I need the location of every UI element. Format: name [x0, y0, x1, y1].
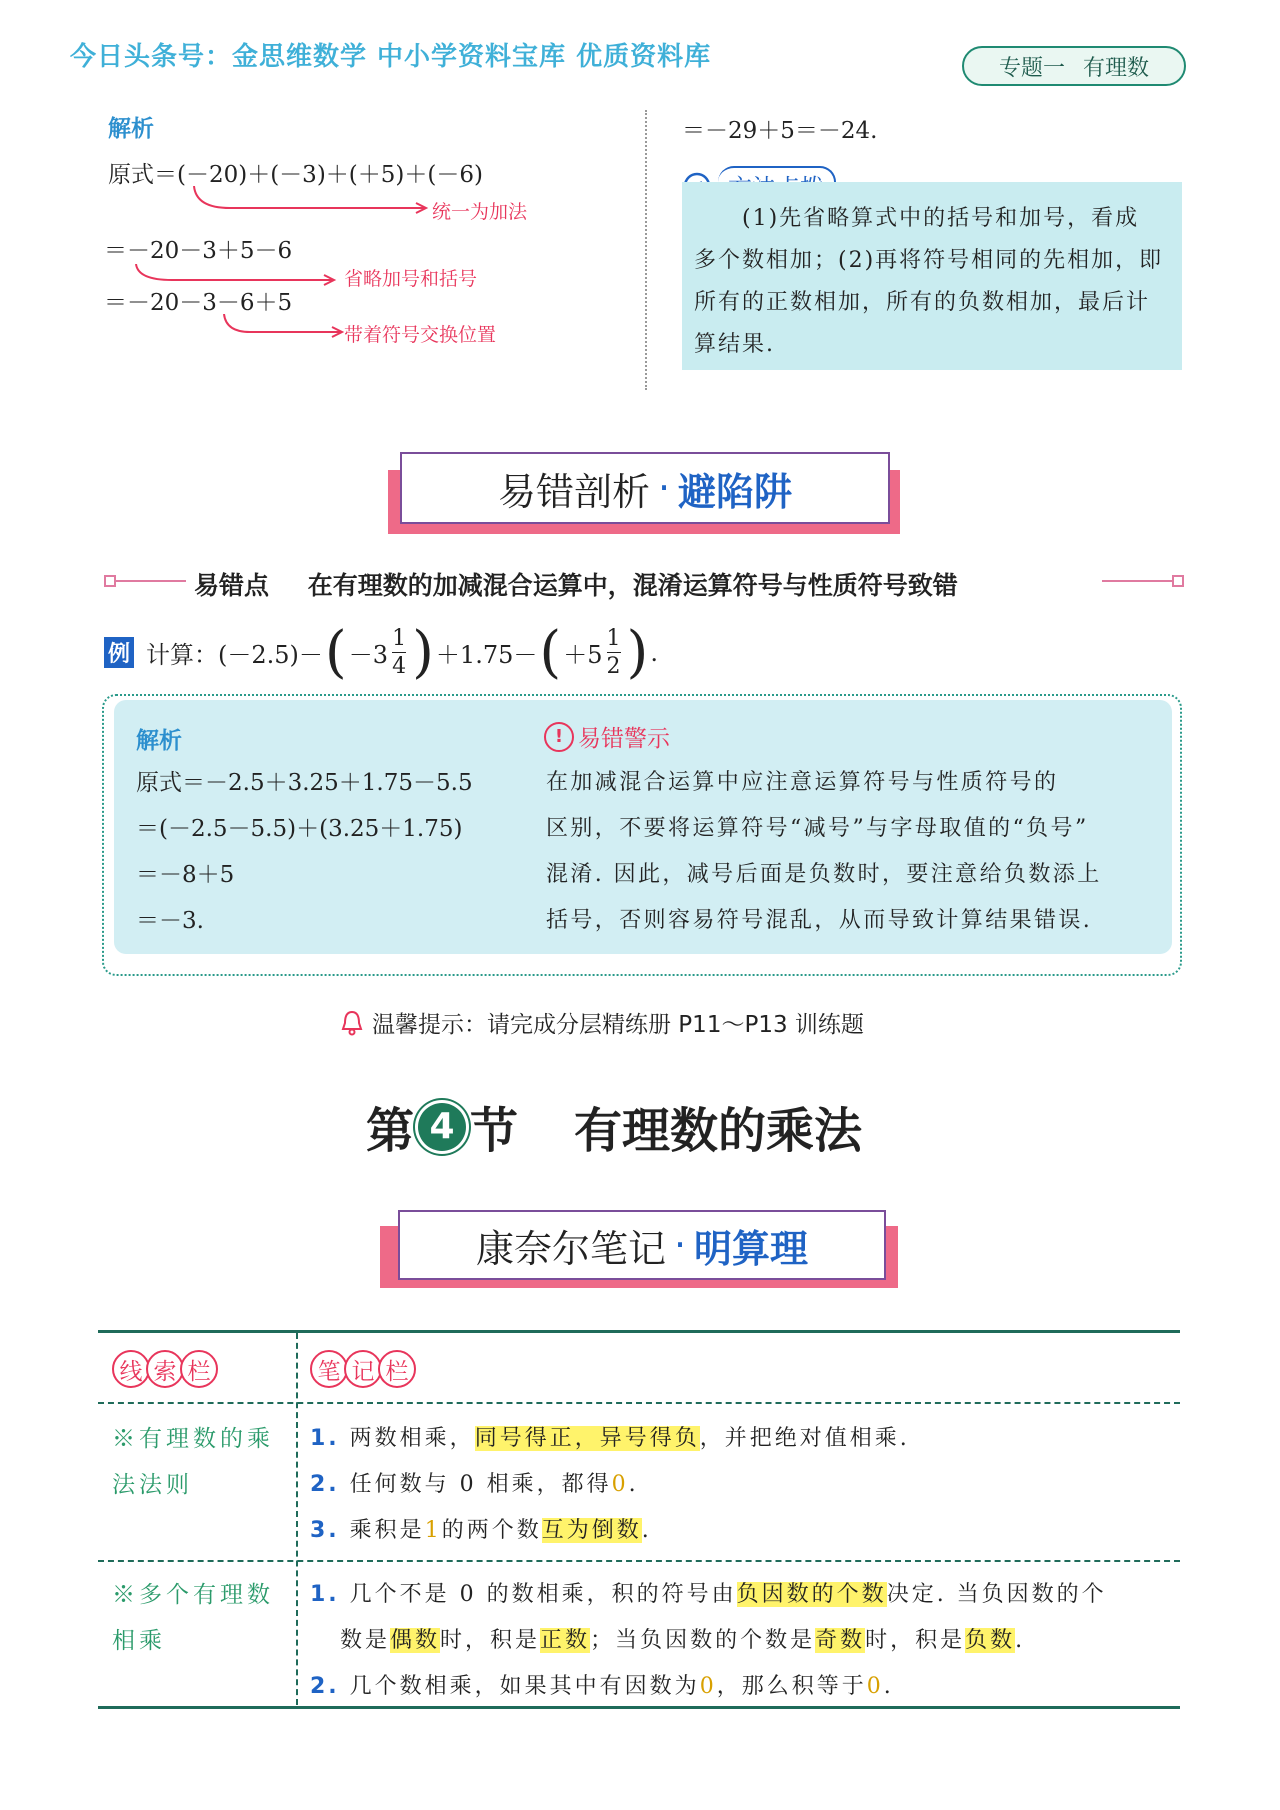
section-post: 节	[470, 1103, 519, 1159]
warn-line: 区别，不要将运算符号“减号”与字母取值的“负号”	[546, 816, 1089, 841]
cue-line: 相乘	[112, 1628, 166, 1654]
cue-header-char: 线	[112, 1350, 150, 1388]
table-row-rule	[98, 1560, 1180, 1562]
banner-strong: 避陷阱	[678, 468, 793, 514]
item-highlight: 1	[424, 1518, 442, 1543]
cue-line: ※有理数的乘	[112, 1426, 274, 1452]
analysis2-body	[136, 760, 473, 944]
analysis-line-1: 原式＝(－20)＋(－3)＋(＋5)＋(－6)	[108, 162, 483, 188]
analysis2-line: ＝－8＋5	[136, 862, 235, 888]
paren-close: )	[412, 620, 434, 685]
item-text: ；当负因数的个数是	[590, 1628, 816, 1653]
error-point-text: 在有理数的加减混合运算中，混淆运算符号与性质符号致错	[307, 571, 958, 600]
banner2-dot: ·	[673, 1223, 687, 1267]
error-point-label: 易错点	[194, 571, 270, 600]
section-number: 4	[418, 1103, 466, 1151]
cue-header-char: 索	[146, 1350, 184, 1388]
warning-icon: !	[544, 722, 574, 752]
warn-line: 在加减混合运算中应注意运算符号与性质符号的	[546, 770, 1059, 795]
cue-row-2	[112, 1572, 274, 1664]
example-prefix: 计算：(－2.5)－	[146, 641, 323, 669]
fraction-1	[392, 626, 406, 680]
paren-open: (	[539, 620, 562, 685]
banner2-strong: 明算理	[694, 1225, 809, 1271]
banner2-text: 康奈尔笔记	[475, 1226, 666, 1271]
example	[104, 620, 658, 685]
item-highlight: 同号得正，异号得负	[474, 1426, 700, 1451]
paren-open: (	[324, 620, 347, 685]
cue-line: 法法则	[112, 1472, 193, 1498]
section-title	[366, 1092, 862, 1161]
anno-arrow-3	[220, 314, 350, 354]
error-point	[194, 566, 958, 602]
example-part2: －3	[348, 641, 389, 669]
note-header-char: 记	[344, 1350, 382, 1388]
fraction-2-num: 1	[606, 625, 621, 651]
item-text: .	[883, 1674, 894, 1699]
bell-icon	[340, 1010, 364, 1036]
note-item	[310, 1664, 1107, 1710]
tip-text: 温馨提示：请完成分层精练册 P11～P13 训练题	[372, 1012, 864, 1038]
topic-tag-left: 专题一	[998, 55, 1065, 81]
note-item	[310, 1508, 910, 1554]
header-source: 今日头条号：金思维数学 中小学资料宝库 优质资料库	[70, 42, 712, 72]
tip	[340, 1006, 864, 1039]
column-divider	[645, 110, 647, 390]
topic-tag	[962, 46, 1186, 86]
table-bottom-rule	[98, 1706, 1180, 1709]
item-text: 决定. 当负因数的个	[886, 1582, 1107, 1607]
paren-close: )	[626, 620, 649, 685]
example-part4: ＋5	[563, 641, 603, 669]
item-number: 1.	[310, 1582, 340, 1607]
item-highlight: 奇数	[815, 1628, 866, 1653]
analysis2-line: ＝(－2.5－5.5)＋(3.25＋1.75)	[136, 816, 463, 842]
cue-row-1	[112, 1416, 274, 1508]
item-text: 的两个数	[441, 1518, 542, 1543]
item-highlight: 负数	[965, 1628, 1016, 1653]
analysis-line-2: ＝－20－3＋5－6	[104, 238, 293, 264]
note-header	[310, 1350, 412, 1388]
fraction-2	[607, 626, 621, 680]
item-highlight: 0	[611, 1472, 629, 1497]
banner-cornell	[398, 1210, 886, 1280]
section-name: 有理数的乘法	[574, 1103, 863, 1159]
item-text: 几个数相乘，如果其中有因数为	[349, 1674, 700, 1699]
note-item	[310, 1416, 910, 1462]
anno-arrow-1	[190, 186, 440, 226]
warn-body	[546, 760, 1102, 944]
analysis-line-3: ＝－20－3－6＋5	[104, 290, 293, 316]
example-end: .	[650, 638, 658, 667]
note-item	[310, 1618, 1107, 1664]
warn-line: 括号，否则容易符号混乱，从而导致计算结果错误.	[546, 908, 1093, 933]
note-row-1	[310, 1416, 910, 1554]
annotation-1: 统一为加法	[432, 201, 528, 223]
warn-line: 混淆. 因此，减号后面是负数时，要注意给负数添上	[546, 862, 1102, 887]
section-pre: 第	[366, 1103, 415, 1159]
item-text: .	[1015, 1628, 1026, 1653]
fraction-1-num: 1	[392, 625, 407, 651]
note-item	[310, 1462, 910, 1508]
banner-dot: ·	[657, 466, 671, 510]
item-text: ，那么积等于	[716, 1674, 867, 1699]
method-line: 算结果.	[694, 332, 775, 357]
warn-header	[544, 720, 670, 753]
banner-pitfall	[400, 452, 890, 524]
example-label: 例	[104, 637, 134, 668]
item-highlight: 互为倒数	[541, 1518, 642, 1543]
item-text: 两数相乘，	[349, 1426, 475, 1451]
item-text: 时，积是	[865, 1628, 966, 1653]
analysis2-title: 解析	[136, 728, 182, 754]
item-number: 1.	[310, 1426, 340, 1451]
item-text: 时，积是	[440, 1628, 541, 1653]
cue-line: ※多个有理数	[112, 1582, 274, 1608]
note-row-2	[310, 1572, 1107, 1710]
note-header-char: 栏	[378, 1350, 416, 1388]
item-number: 2.	[310, 1472, 340, 1497]
method-line: 多个数相加；(2)再将符号相同的先相加，即	[694, 248, 1164, 273]
warn-title: 易错警示	[578, 726, 670, 752]
method-line: 所有的正数相加，所有的负数相加，最后计	[694, 290, 1151, 315]
annotation-2: 省略加号和括号	[344, 268, 478, 290]
item-text: ，并把绝对值相乘.	[699, 1426, 910, 1451]
fraction-2-den: 2	[606, 653, 621, 679]
topic-tag-right: 有理数	[1083, 55, 1150, 81]
item-text: 几个不是 0 的数相乘，积的符号由	[349, 1582, 737, 1607]
annotation-3: 带着符号交换位置	[344, 324, 497, 346]
method-line: (1)先省略算式中的括号和加号，看成	[742, 206, 1140, 231]
analysis-title: 解析	[108, 116, 154, 142]
cue-header	[112, 1350, 214, 1388]
item-text: 任何数与 0 相乘，都得	[349, 1472, 612, 1497]
item-text: .	[628, 1472, 639, 1497]
result-line: ＝－29＋5＝－24.	[682, 118, 878, 144]
item-highlight: 0	[866, 1674, 884, 1699]
item-text: .	[641, 1518, 652, 1543]
table-header-rule	[98, 1402, 1180, 1404]
item-highlight: 正数	[540, 1628, 591, 1653]
analysis2-line: ＝－3.	[136, 908, 204, 934]
analysis2-line: 原式＝－2.5＋3.25＋1.75－5.5	[136, 770, 473, 796]
table-column-rule	[296, 1333, 298, 1705]
item-highlight: 偶数	[390, 1628, 441, 1653]
item-text: 乘积是	[349, 1518, 425, 1543]
cue-header-char: 栏	[180, 1350, 218, 1388]
table-top-rule	[98, 1330, 1180, 1333]
item-text: 数是	[340, 1628, 391, 1653]
item-number: 2.	[310, 1674, 340, 1699]
fraction-1-den: 4	[392, 653, 407, 679]
example-part3: ＋1.75－	[435, 641, 538, 669]
method-body	[694, 198, 1174, 366]
banner-text: 易错剖析	[497, 469, 650, 514]
item-highlight: 负因数的个数	[736, 1582, 887, 1607]
note-item	[310, 1572, 1107, 1618]
item-number: 3.	[310, 1518, 340, 1543]
note-header-char: 笔	[310, 1350, 348, 1388]
item-highlight: 0	[699, 1674, 717, 1699]
